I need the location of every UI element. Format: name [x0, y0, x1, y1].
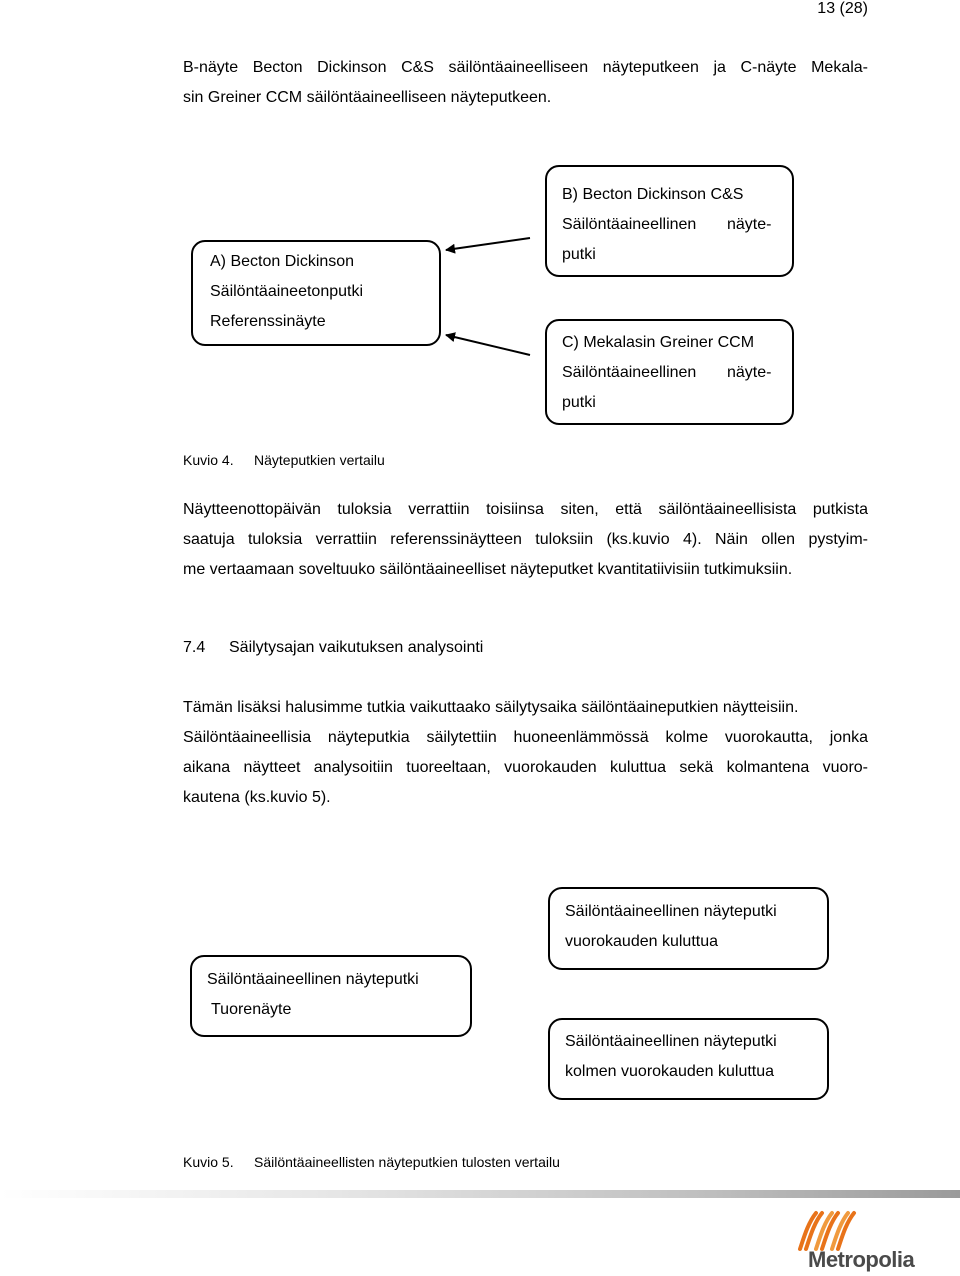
text-line: Tämän lisäksi halusimme tutkia vaikuttaako säilytysaika säilöntäaineputkien näytteisiin. [183, 699, 799, 716]
arrow-b-to-a [446, 238, 530, 250]
box-line: Referenssinäyte [210, 313, 326, 330]
section-heading [183, 633, 484, 663]
caption-text: Näyteputkien vertailu [254, 452, 385, 468]
box-line-part: Säilöntäaineellinen [562, 364, 697, 381]
section-number: 7.4 [183, 639, 206, 656]
text-line: kautena (ks.kuvio 5). [183, 789, 331, 806]
box-line: A) Becton Dickinson [210, 253, 355, 270]
caption-label: Kuvio 5. [183, 1154, 234, 1170]
box-line: C) Mekalasin Greiner CCM [562, 334, 755, 351]
paragraph-storage-time [183, 693, 868, 813]
text-line: aikana näytteet analysoitiin tuoreeltaan, vuorokauden kuluttua sekä kolmantena vuoro- [183, 759, 868, 776]
arrow-c-to-a [446, 335, 530, 355]
box-line-part: näyte- [727, 364, 772, 381]
footer-bar [0, 1190, 960, 1198]
box-after-three-days [548, 1018, 829, 1100]
box-line: B) Becton Dickinson C&S [562, 186, 744, 203]
section-title: Säilytysajan vaikutuksen analysointi [229, 639, 484, 656]
box-line: Säilöntäaineetonputki [210, 283, 364, 300]
metropolia-logo [790, 1207, 940, 1273]
box-line: vuorokauden kuluttua [565, 933, 718, 950]
text-line: sin Greiner CCM säilöntäaineelliseen näyteputkeen. [183, 89, 552, 106]
box-after-one-day [548, 887, 829, 970]
box-line: Tuorenäyte [211, 1001, 292, 1018]
box-line-part: näyte- [727, 216, 772, 233]
paragraph-comparison [183, 495, 868, 585]
text-line: me vertaamaan soveltuuko säilöntäaineelliset näyteputket kvantitatiivisiin tutkimuksiin. [183, 561, 793, 578]
box-line: Säilöntäaineellinen näyteputki [565, 1033, 777, 1050]
figure-4-arrows [0, 0, 960, 460]
box-line: Säilöntäaineellinen näyteputki [207, 971, 419, 988]
text-line: B-näyte Becton Dickinson C&S säilöntäaineelliseen näyteputkeen ja C-näyte Mekala- [183, 59, 868, 76]
logo-text: Metropolia [808, 1247, 915, 1272]
figure-4-caption [183, 452, 385, 468]
box-line: putki [562, 246, 596, 263]
box-fresh-sample [190, 955, 472, 1037]
text-line: Näytteenottopäivän tuloksia verrattiin toisiinsa siten, että säilöntäaineellisista putkista [183, 501, 868, 518]
text-line: Säilöntäaineellisia näyteputkia säilytettiin huoneenlämmössä kolme vuorokautta, jonka [183, 729, 868, 746]
box-line-part: Säilöntäaineellinen [562, 216, 697, 233]
figure-5-caption [183, 1154, 560, 1170]
caption-label: Kuvio 4. [183, 452, 234, 468]
page-number: 13 (28) [817, 0, 868, 17]
caption-text: Säilöntäaineellisten näyteputkien tulosten vertailu [254, 1154, 560, 1170]
box-line: putki [562, 394, 596, 411]
box-line: Säilöntäaineellinen näyteputki [565, 903, 777, 920]
text-line: saatuja tuloksia verrattiin referenssinäytteen tuloksiin (ks.kuvio 4). Näin ollen pystyim- [183, 531, 868, 548]
box-line: kolmen vuorokauden kuluttua [565, 1063, 775, 1080]
